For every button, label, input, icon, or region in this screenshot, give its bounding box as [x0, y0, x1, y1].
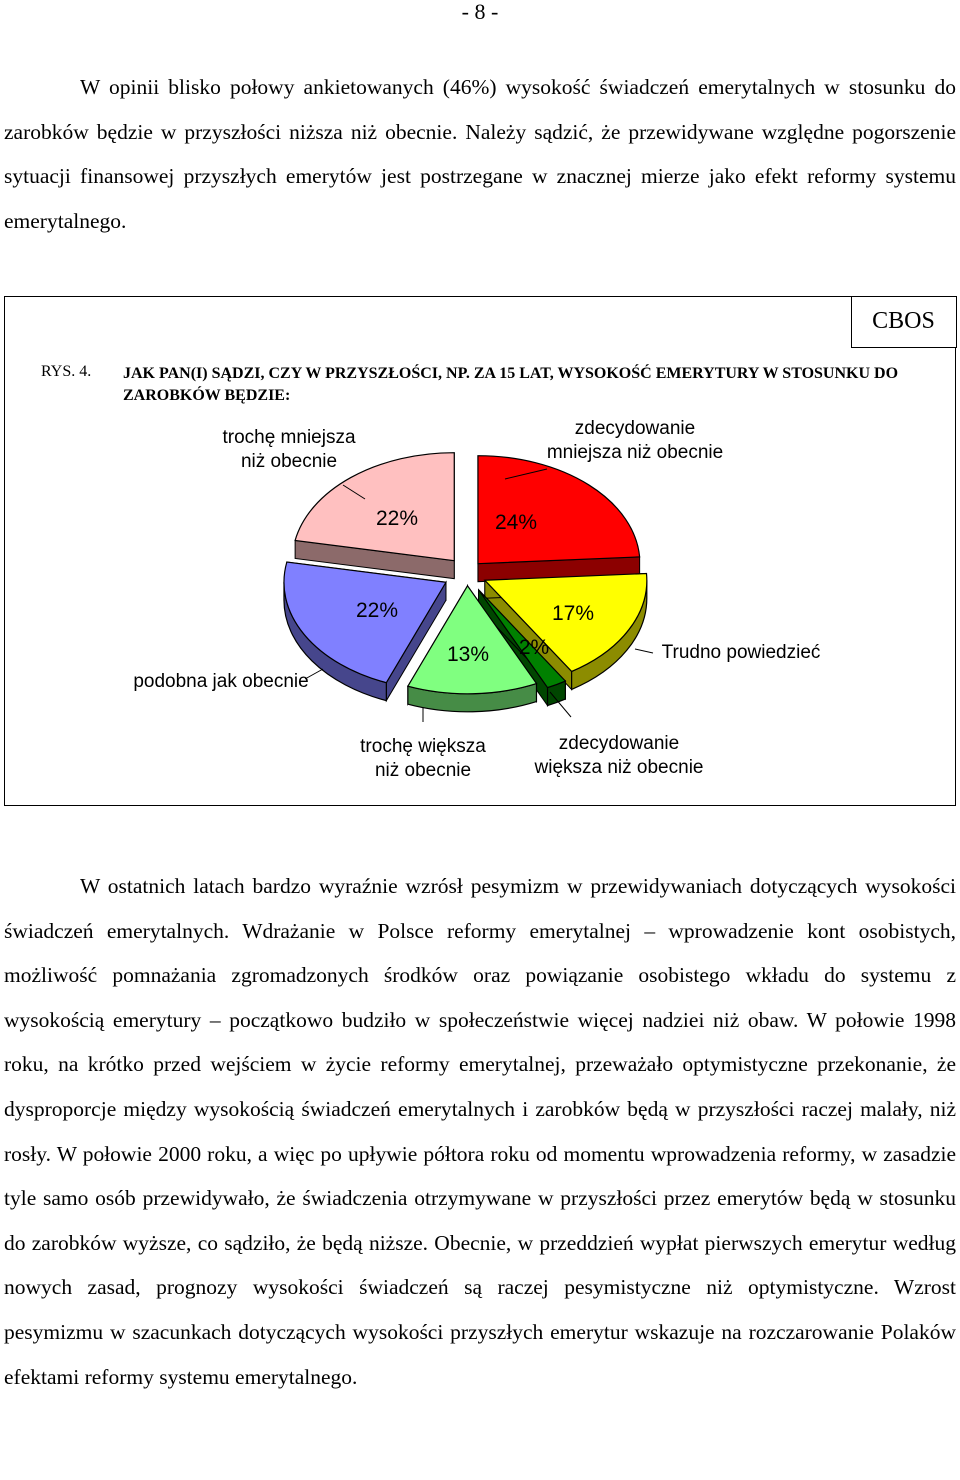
pie-leader-line [635, 649, 653, 653]
paragraph-intro: W opinii blisko połowy ankietowanych (46%) wysokość świadczeń emerytalnych w stosunku do zarobków będzie w przyszłości niższa niż obecnie. Należy sądzić, że przewidywane względne pogorszenie sytuacji finansowej przyszłych emerytów jest postrzegane w znacznej mierze jako efekt reformy systemu emerytalnego. [4, 75, 956, 233]
pie-value-label: 2% [518, 636, 550, 659]
pie-category-label: trochę mniejsza niż obecnie [222, 427, 356, 472]
pie-slice [478, 456, 640, 564]
page-number: - 8 - [461, 0, 499, 24]
pie-value-label: 22% [355, 599, 399, 622]
pie-value-label: 17% [551, 602, 595, 625]
pie-category-label: podobna jak obecnie [133, 671, 309, 692]
pie-category-label: zdecydowanie większa niż obecnie [534, 733, 704, 778]
pie-category-label: trochę większa niż obecnie [360, 736, 486, 781]
pie-category-label: Trudno powiedzieć [661, 642, 821, 663]
figure-title: JAK PAN(I) SĄDZI, CZY W PRZYSZŁOŚCI, NP. ZA 15 LAT, WYSOKOŚĆ EMERYTURY W STOSUNKU DO ZAROBKÓW BĘDZIE: [123, 365, 899, 404]
figure-box [4, 296, 956, 806]
pie-chart [5, 297, 954, 804]
pie-category-label: zdecydowanie mniejsza niż obecnie [546, 418, 724, 463]
pie-value-label: 13% [446, 643, 490, 666]
pie-value-label: 22% [375, 507, 419, 530]
source-label: CBOS [851, 296, 957, 348]
pie-value-label: 24% [494, 511, 538, 534]
figure-number: RYS. 4. [41, 363, 92, 380]
paragraph-analysis: W ostatnich latach bardzo wyraźnie wzrósł pesymizm w przewidywaniach dotyczących wysokości świadczeń emerytalnych. Wdrażanie w Polsce reformy emerytalnej – wprowadzenie kont osobistych, możliwość pomnażania zgromadzonych środków oraz powiązanie osobistego wkładu do systemu z wysokością emerytury – początkowo budziło w społeczeństwie więcej nadziei niż obaw. W połowie 1998 roku, na krótko przed wejściem w życie reformy emerytalnej, przeważało optymistyczne przekonanie, że dysproporcje między wysokością świadczeń emerytalnych i zarobków będą w przyszłości raczej malały, niż rosły. W połowie 2000 roku, a więc po upływie półtora roku od momentu wprowadzenia reformy, w zasadzie tyle samo osób przewidywało, że świadczenia otrzymywane w przyszłości przez emerytów będą w stosunku do zarobków wyższe, co sądziło, że będą niższe. Obecnie, w przeddzień wypłat pierwszych emerytur według nowych zasad, prognozy wysokości świadczeń są raczej pesymistyczne niż optymistyczne. Wzrost pesymizmu w szacunkach dotyczących wysokości przyszłych emerytur wskazuje na rozczarowanie Polaków efektami reformy systemu emerytalnego. [4, 874, 956, 1389]
